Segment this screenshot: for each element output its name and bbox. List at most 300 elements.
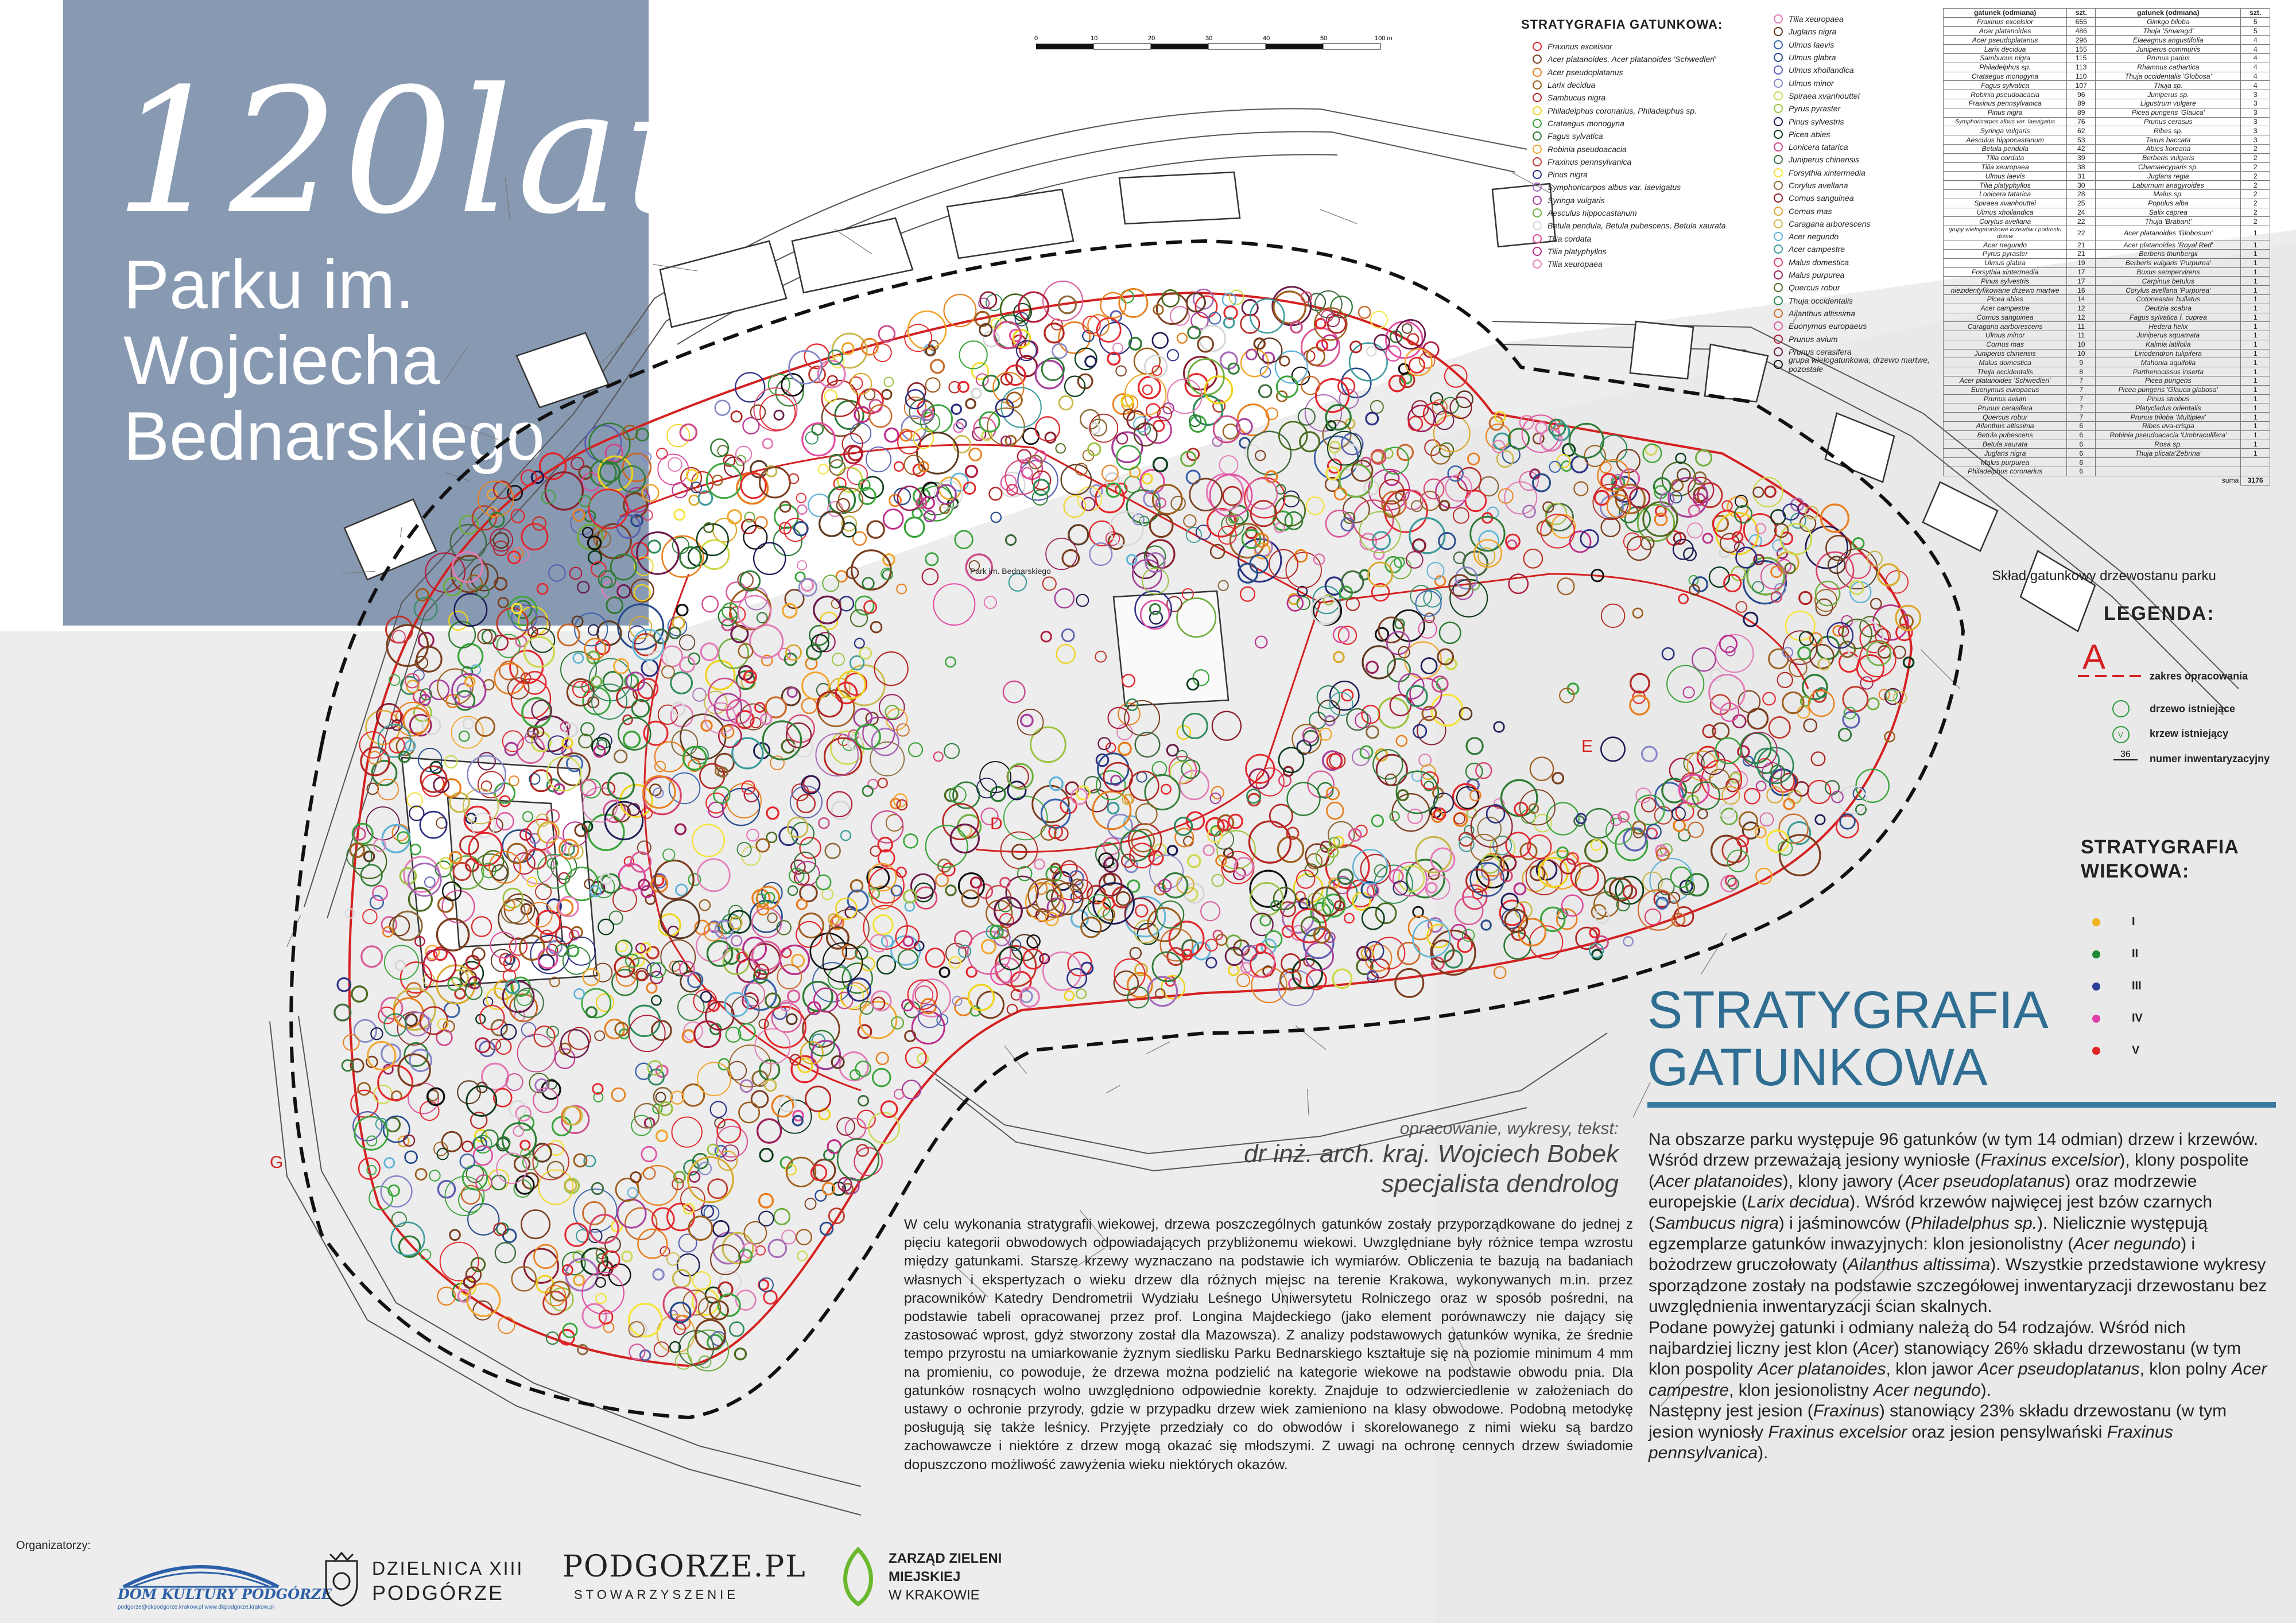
title-line: Bednarskiego: [123, 398, 545, 475]
table-cell: Picea abies: [1944, 294, 2067, 304]
tree-circle: [1021, 715, 1033, 726]
tree-circle: [829, 1209, 844, 1224]
tree-circle: [1576, 866, 1605, 895]
tree-circle: [1601, 737, 1624, 761]
tree-circle: [960, 341, 987, 368]
tree-circle: [898, 950, 918, 969]
species-color-circle-icon: [1774, 193, 1783, 203]
tree-circle: [1154, 458, 1168, 472]
tree-circle: [1130, 771, 1159, 801]
table-cell: Prunus cerasifera: [1944, 403, 2067, 413]
species-color-circle-icon: [1774, 40, 1783, 49]
tree-circle: [1647, 828, 1657, 838]
tree-circle: [774, 410, 784, 420]
species-color-circle-icon: [1774, 309, 1783, 318]
tree-circle: [802, 698, 817, 713]
tree-circle: [1330, 681, 1359, 710]
tree-circle: [1440, 622, 1461, 643]
table-row: [1944, 430, 2270, 440]
table-cell: 1: [2241, 385, 2270, 394]
species-color-circle-icon: [1533, 145, 1542, 154]
legend-row: [1774, 153, 1957, 166]
tree-circle: [1536, 422, 1547, 433]
tree-circle: [1300, 432, 1320, 452]
tree-circle: [689, 1217, 712, 1240]
tree-circle: [1853, 538, 1864, 549]
tree-circle: [1212, 712, 1241, 740]
tree-circle: [745, 512, 755, 522]
table-cell: 3: [2241, 135, 2270, 145]
legend-item-range: zakres opracowania: [2150, 670, 2248, 682]
tree-circle: [1177, 333, 1187, 343]
table-cell: 1: [2241, 440, 2270, 449]
tree-circle: [735, 1349, 746, 1360]
legend-row: [1533, 40, 1726, 53]
table-caption: Skład gatunkowy drzewostanu parku: [1992, 568, 2216, 584]
tree-circle: [797, 1251, 806, 1260]
species-legend-label: Symphoricarpos albus var. laevigatus: [1548, 183, 1681, 192]
tree-circle: [1347, 597, 1359, 610]
tree-circle: [1135, 905, 1147, 917]
tree-circle: [1088, 443, 1100, 455]
dzielnica-logo: [321, 1547, 528, 1616]
tree-circle: [812, 424, 823, 435]
tree-circle: [1684, 687, 1694, 698]
tree-circle: [583, 688, 610, 715]
tree-circle: [1778, 673, 1793, 688]
age-legend-title-line: WIEKOWA:: [2081, 860, 2190, 882]
tree-circle: [655, 860, 693, 899]
tree-circle: [1455, 897, 1483, 925]
tree-circle: [398, 832, 409, 844]
tree-circle: [463, 719, 474, 729]
tree-circle: [1453, 508, 1469, 523]
tree-circle: [1269, 550, 1298, 578]
tree-circle: [867, 521, 884, 538]
species-color-circle-icon: [1774, 14, 1783, 24]
tree-circle: [1754, 477, 1783, 507]
tree-circle: [1100, 293, 1126, 318]
table-cell: Quercus robur: [1944, 413, 2067, 422]
table-cell: Thuja sp.: [2096, 81, 2241, 90]
tree-circle: [661, 940, 695, 974]
table-row: [1944, 240, 2270, 250]
table-cell: Ailanthus altissima: [1944, 422, 2067, 431]
tree-circle: [1450, 397, 1472, 418]
species-color-circle-icon: [1774, 232, 1783, 241]
tree-circle: [1744, 612, 1758, 626]
tree-circle: [1627, 537, 1651, 560]
table-header: szt.: [2241, 9, 2270, 18]
table-row: [1944, 144, 2270, 153]
table-cell: 655: [2067, 17, 2096, 26]
tree-circle: [589, 490, 628, 529]
tree-circle: [1230, 290, 1244, 305]
tree-circle: [910, 399, 935, 425]
tree-circle: [1798, 647, 1810, 659]
tree-circle: [1223, 487, 1242, 505]
tree-circle: [759, 1019, 769, 1028]
tree-circle: [667, 425, 689, 447]
tree-circle: [825, 844, 840, 859]
tree-circle: [1537, 521, 1552, 535]
table-cell: Lonicera tatarica: [1944, 189, 2067, 199]
title-line: Wojciecha: [123, 322, 440, 399]
table-cell: Juniperus squamata: [2096, 331, 2241, 340]
tree-circle: [583, 1304, 606, 1327]
tree-circle: [587, 1007, 597, 1018]
species-color-circle-icon: [1774, 258, 1783, 267]
tree-circle: [1816, 815, 1825, 824]
tree-circle: [467, 1086, 497, 1116]
tree-circle: [1041, 632, 1051, 642]
tree-circle: [521, 1210, 549, 1238]
tree-circle: [841, 830, 851, 840]
tree-circle: [1754, 487, 1764, 498]
age-legend-title: [2081, 835, 2239, 883]
section-title-line: STRATYGRAFIA: [1647, 981, 2049, 1039]
species-legend-label: Acer negundo: [1789, 232, 1839, 242]
age-color-dot-icon: [2092, 1047, 2100, 1055]
tree-circle: [1410, 518, 1445, 553]
tree-circle: [1137, 772, 1146, 782]
tree-circle: [579, 735, 592, 748]
tree-circle: [656, 1093, 666, 1102]
table-cell: Prunus triloba 'Multiplex': [2096, 413, 2241, 422]
zzm-logo: [838, 1544, 1033, 1618]
tree-circle: [580, 496, 591, 507]
tree-circle: [1201, 902, 1220, 921]
table-cell: Betula pendula: [1944, 144, 2067, 153]
tree-circle: [763, 439, 773, 449]
tree-circle: [715, 401, 730, 416]
tree-circle: [602, 1251, 619, 1268]
tree-circle: [663, 849, 674, 860]
tree-circle: [575, 989, 584, 999]
tree-circle: [1553, 773, 1564, 784]
legend-row: [1533, 232, 1726, 244]
species-description-text: Na obszarze parku występuje 96 gatunków (w tym 14 odmian) drzew i krzewów. Wśród drzew przeważają jesiony wyniosłe (Fraxinus excelsior), klony pospolite (Acer platanoides), klony jawory (Acer pseudoplatanus) oraz modrzewie europejskie (Larix decidua). Wśród krzewów najwięcej jest bzów czarnych (Sambucus nigra) i jaśminowców (Philadelphus sp.). Nielicznie występują egzemplarze gatunków inwazyjnych: klon jesionolistny (Acer negundo) i bożodrzew gruczołowaty (Ailanthus altissima). Wszystkie przedstawione wykresy sporządzone zostały na podstawie szczegółowej inwentaryzacji drzewostanu bez uwzględnienia inwentaryzacji ścian skalnych. Podane powyżej gatunki i odmiany należą do 54 rodzajów. Wśród nich najbardziej liczny jest klon (Acer) stanowiący 26% składu drzewostanu (w tym klon pospolity Acer platanoides, klon jawor Acer pseudoplatanus, klon polny Acer campestre, klon jesionolistny Acer negundo). Następny jest jesion (Fraxinus) stanowiący 23% składu drzewostanu (w tym jesion wyniosły Fraxinus excelsior oraz jesion pensylwański Fraxinus pennsylvanica).: [1649, 1130, 2267, 1463]
table-cell: Picea pungens: [2096, 376, 2241, 386]
table-row: [1944, 126, 2270, 135]
tree-circle: [955, 531, 973, 549]
tree-circle: [355, 1117, 388, 1150]
tree-circle: [652, 1021, 672, 1040]
tree-circle: [1184, 837, 1193, 846]
tree-circle: [1274, 292, 1305, 323]
table-cell: Pyrus pyraster: [1944, 249, 2067, 258]
table-cell: 6: [2067, 467, 2096, 476]
species-color-circle-icon: [1533, 196, 1542, 205]
table-cell: 7: [2067, 403, 2096, 413]
tree-circle: [902, 1080, 921, 1098]
table-row: [1944, 117, 2270, 126]
tree-circle: [797, 561, 806, 570]
tree-circle: [1504, 933, 1531, 959]
species-legend-label: Ulmus laevis: [1789, 40, 1835, 49]
tree-circle: [680, 635, 695, 650]
tree-circle: [1494, 722, 1504, 732]
tree-circle: [363, 910, 377, 924]
tree-circle: [1647, 825, 1661, 839]
table-cell: 2: [2241, 217, 2270, 226]
table-cell: 1: [2241, 367, 2270, 376]
tree-circle: [667, 1253, 680, 1265]
tree-circle: [1445, 365, 1467, 387]
tree-circle: [902, 1000, 913, 1011]
tree-circle: [757, 839, 769, 852]
legend-item-shrub: krzew istniejący: [2150, 728, 2229, 739]
tree-circle: [1546, 504, 1573, 531]
tree-circle: [1642, 747, 1657, 762]
table-row: [1944, 385, 2270, 394]
tree-circle: [1116, 892, 1130, 905]
species-color-circle-icon: [1533, 42, 1542, 51]
tree-circle: [596, 1278, 606, 1287]
tree-circle: [693, 1272, 711, 1290]
tree-circle: [1839, 786, 1867, 814]
tree-circle: [1779, 814, 1808, 843]
tree-circle: [891, 1017, 903, 1029]
tree-circle: [689, 1172, 700, 1182]
table-cell: 1: [2241, 449, 2270, 458]
tree-circle: [1533, 474, 1550, 491]
tree-circle: [1454, 552, 1465, 564]
tree-circle: [760, 467, 790, 498]
tree-circle: [1353, 849, 1387, 884]
tree-circle: [754, 543, 785, 574]
tree-circle: [797, 494, 806, 503]
tree-circle: [618, 942, 627, 952]
tree-circle: [1000, 877, 1010, 887]
species-legend-label: Syringa vulgaris: [1548, 195, 1605, 205]
plot-line: [1106, 1085, 1120, 1093]
table-cell: 5: [2241, 17, 2270, 26]
tree-circle: [875, 652, 908, 685]
tree-circle: [730, 1322, 744, 1337]
table-cell: Rosa sp.: [2096, 440, 2241, 449]
table-cell: 110: [2067, 72, 2096, 81]
tree-circle: [728, 510, 741, 523]
tree-circle: [532, 700, 552, 720]
tree-circle: [940, 968, 949, 977]
table-cell: Abies koreana: [2096, 144, 2241, 153]
table-cell: Forsythia xintermedia: [1944, 267, 2067, 277]
tree-circle: [1643, 502, 1677, 536]
dom-kultury-logo: [118, 1552, 332, 1616]
table-row: [1944, 189, 2270, 199]
tree-circle: [933, 584, 975, 625]
tree-circle: [1006, 876, 1038, 908]
tree-circle: [564, 1106, 582, 1125]
tree-circle: [869, 1113, 899, 1143]
table-cell: 6: [2067, 440, 2096, 449]
tree-circle: [1229, 965, 1239, 976]
tree-circle: [1868, 698, 1879, 710]
tree-circle: [506, 1074, 523, 1090]
tree-circle: [700, 900, 710, 910]
tree-circle: [421, 1249, 431, 1260]
table-sum-row: [1944, 476, 2270, 485]
tree-circle: [1168, 846, 1177, 855]
table-cell: Acer platanoides: [1944, 26, 2067, 36]
table-cell: Philadelphus sp.: [1944, 63, 2067, 72]
table-cell: Kalmia latifolia: [2096, 340, 2241, 349]
legend-row: [1774, 192, 1957, 204]
tree-circle: [414, 597, 437, 620]
tree-circle: [1846, 554, 1871, 578]
table-cell: 6: [2067, 449, 2096, 458]
tree-circle: [1314, 554, 1324, 565]
tree-circle: [1104, 838, 1120, 855]
tree-circle: [968, 985, 994, 1010]
tree-circle: [393, 631, 405, 643]
tree-circle: [354, 828, 366, 840]
species-legend-label: Pinus nigra: [1548, 170, 1588, 180]
tree-circle: [1056, 444, 1065, 453]
species-legend-label: Fraxinus pennsylvanica: [1548, 157, 1632, 166]
tree-circle: [825, 738, 862, 775]
tree-circle: [982, 940, 996, 954]
tree-circle: [876, 1053, 889, 1065]
tree-circle: [792, 1056, 818, 1082]
age-class-label: V: [2132, 1044, 2140, 1057]
tree-circle: [1001, 832, 1038, 869]
tree-circle: [637, 429, 649, 441]
legend-row: [1774, 141, 1957, 153]
legend-row: [1774, 128, 1957, 141]
table-cell: Cotoneaster bullatus: [2096, 294, 2241, 304]
table-cell: Buxus sempervirens: [2096, 267, 2241, 277]
species-color-circle-icon: [1774, 347, 1783, 356]
table-cell: 21: [2067, 249, 2096, 258]
tree-circle: [1698, 809, 1707, 818]
species-legend-label: Quercus robur: [1789, 283, 1840, 293]
table-cell: Laburnum anagyroides: [2096, 181, 2241, 190]
table-cell: Berberis vulgaris: [2096, 153, 2241, 162]
table-cell: 10: [2067, 349, 2096, 358]
tree-circle: [769, 1240, 786, 1257]
tree-circle: [789, 868, 804, 883]
table-cell: 7: [2067, 376, 2096, 386]
tree-circle: [868, 779, 878, 789]
tree-circle: [467, 1284, 500, 1317]
table-cell: Pinus strobus: [2096, 394, 2241, 403]
tree-circle: [1439, 533, 1455, 549]
tree-circle: [1720, 804, 1734, 818]
tree-circle: [1799, 592, 1812, 604]
species-table: [1943, 8, 2270, 486]
table-row: [1944, 36, 2270, 45]
species-legend-label: Larix decidua: [1548, 80, 1596, 90]
tree-circle: [429, 680, 449, 700]
tree-circle: [1053, 344, 1067, 358]
tree-circle: [1142, 474, 1152, 484]
table-cell: 4: [2241, 63, 2270, 72]
tree-circle: [573, 653, 583, 663]
tree-circle: [747, 829, 758, 841]
tree-circle: [1374, 550, 1384, 560]
tree-circle: [846, 1119, 866, 1139]
tree-circle: [1409, 417, 1422, 430]
species-legend-label: Forsythia xintermedia: [1789, 168, 1865, 177]
table-cell: [2096, 467, 2241, 476]
tree-circle: [624, 732, 640, 748]
tree-circle: [1839, 729, 1851, 741]
table-row: [1944, 313, 2270, 322]
species-color-circle-icon: [1774, 207, 1783, 216]
tree-circle: [1550, 461, 1561, 472]
tree-circle: [580, 780, 596, 795]
tree-circle: [760, 1149, 773, 1162]
tree-circle: [891, 886, 902, 896]
section-rule: [1647, 1102, 2276, 1108]
table-cell: Cornus sanguinea: [1944, 313, 2067, 322]
tree-circle: [364, 852, 374, 861]
tree-circle: [1803, 675, 1827, 699]
tree-circle: [381, 1176, 412, 1207]
tree-circle: [671, 1092, 684, 1104]
legend-item-inventory: numer inwentaryzacyjny: [2150, 753, 2270, 764]
tree-circle: [772, 1096, 793, 1117]
tree-circle: [628, 1188, 638, 1198]
tree-circle: [612, 1088, 625, 1101]
legend-row: [1774, 102, 1957, 115]
tree-circle: [711, 1245, 740, 1275]
tree-circle: [648, 541, 660, 553]
legend-row: [1774, 294, 1957, 307]
tree-circle: [1283, 491, 1300, 507]
tree-circle: [739, 1024, 755, 1040]
tree-circle: [482, 1063, 509, 1090]
tree-circle: [759, 1194, 773, 1207]
tree-circle: [662, 666, 674, 678]
table-row: [1944, 162, 2270, 172]
tree-circle: [755, 1029, 790, 1064]
tree-circle: [460, 1154, 475, 1168]
tree-circle: [825, 390, 837, 402]
plot-line: [505, 177, 510, 220]
tree-circle: [1248, 794, 1260, 806]
table-cell: Crataegus monogyna: [1944, 72, 2067, 81]
tree-circle: [780, 502, 790, 512]
tree-circle: [966, 466, 978, 477]
tree-circle: [984, 596, 996, 608]
tree-circle: [765, 1007, 805, 1047]
tree-circle: [764, 1291, 777, 1304]
table-row: [1944, 181, 2270, 190]
tree-circle: [1124, 701, 1159, 736]
legend-row: [1774, 64, 1957, 76]
table-cell: 21: [2067, 240, 2096, 250]
table-cell: Pinus sylvestris: [1944, 277, 2067, 286]
table-cell: Picea pungens 'Glauca': [2096, 108, 2241, 117]
tree-circle: [518, 1034, 556, 1072]
tree-circle: [668, 457, 682, 471]
tree-circle: [763, 721, 801, 760]
table-cell: Prunus padus: [2096, 53, 2241, 63]
age-class-label: I: [2132, 915, 2135, 928]
tree-circle: [676, 824, 686, 834]
table-cell: 28: [2067, 189, 2096, 199]
species-legend-label: Ulmus minor: [1789, 78, 1834, 88]
tree-circle: [874, 915, 893, 935]
species-color-circle-icon: [1533, 221, 1542, 230]
scale-end-label: 100 m: [1375, 35, 1393, 42]
table-cell: Thuja 'Brabant': [2096, 217, 2241, 226]
tree-circle: [1409, 358, 1424, 372]
tree-circle: [1065, 991, 1074, 1000]
